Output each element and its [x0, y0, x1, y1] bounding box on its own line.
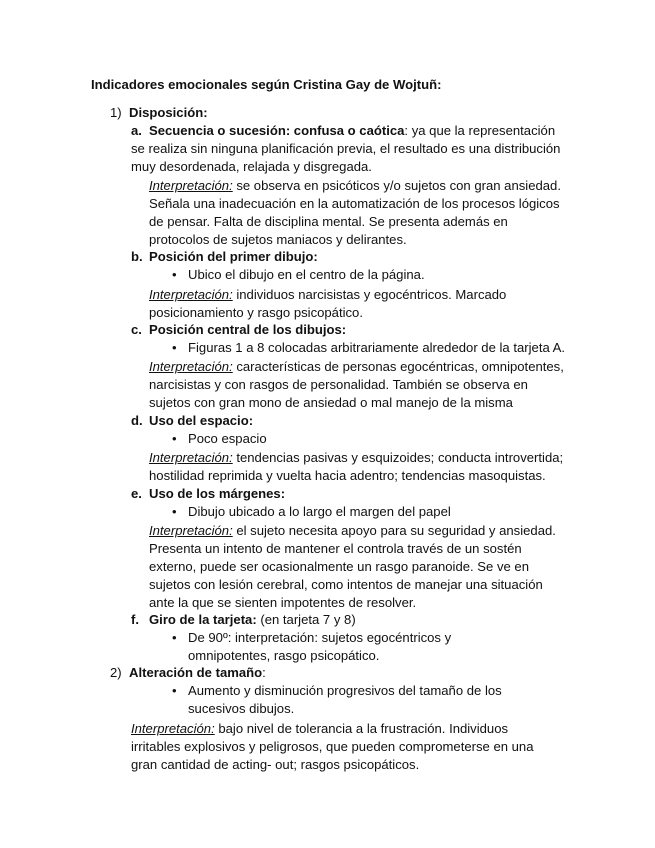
item-note: (en tarjeta 7 y 8) [256, 612, 356, 627]
section-number: 1) [110, 105, 122, 120]
interpretation-label: Interpretación: [149, 359, 233, 374]
interpretation-c [149, 358, 569, 412]
item-heading: Posición del primer dibujo: [149, 249, 318, 264]
interpretation-text: el sujeto necesita apoyo para su seguridad y ansiedad. Presenta un intento de mantener el controla través de un sostén externo, puede ser ocasionalmente un rasgo paranoide. Se ve en sujetos con lesión cerebral, como intentos de manejar una situación ante la que se sienten impotentes de resolver. [149, 523, 556, 610]
bullet-icon: • [172, 683, 177, 698]
interpretation-b [149, 286, 569, 322]
interpretation-text: se observa en psicóticos y/o sujetos con gran ansiedad. Señala una inadecuación en la automatización de los procesos lógicos de pensar. Falta de disciplina mental. Se presenta además en protocolos de sujetos maniacos y delirantes. [149, 178, 561, 247]
interpretation-a [149, 177, 569, 249]
item-a [131, 122, 571, 176]
interpretation-text: individuos narcisistas y egocéntricos. Marcado posicionamiento y rasgo psicopático. [149, 287, 507, 320]
interpretation-e [149, 522, 569, 612]
section-2-heading [110, 664, 570, 682]
interpretation-text: tendencias pasivas y esquizoides; conducta introvertida; hostilidad reprimida y vuelta hacia adentro; tendencias masoquistas. [149, 450, 564, 483]
bullet-icon: • [172, 340, 177, 355]
bullet-icon: • [172, 431, 177, 446]
item-letter: b. [131, 249, 143, 264]
section-label: Disposición: [129, 105, 208, 120]
item-description: : ya que la representación se realiza sin ninguna planificación previa, el resultado es una distribución muy desordenada, relajada y disgregada. [131, 123, 561, 174]
item-c [131, 321, 571, 339]
bullet-item [172, 266, 572, 284]
interpretation-label: Interpretación: [149, 178, 233, 193]
item-f [131, 611, 571, 629]
interpretation-text: características de personas egocéntricas, omnipotentes, narcisistas y con rasgos de personalidad. También se observa en sujetos con gran mono de ansiedad o mal manejo de la misma [149, 359, 564, 410]
bullet-text: Figuras 1 a 8 colocadas arbitrariamente alrededor de la tarjeta A. [188, 340, 566, 355]
item-heading: Secuencia o sucesión: confusa o caótica [149, 123, 405, 138]
item-heading: Uso de los márgenes: [149, 486, 286, 501]
item-letter: f. [131, 612, 139, 627]
bullet-icon: • [172, 504, 177, 519]
document-title: Indicadores emocionales según Cristina Gay de Wojtuñ: [91, 77, 442, 92]
bullet-text: Ubico el dibujo en el centro de la página. [188, 267, 425, 282]
item-heading: Uso del espacio: [149, 413, 254, 428]
bullet-text: Poco espacio [188, 431, 267, 446]
bullet-text: Aumento y disminución progresivos del tamaño de los sucesivos dibujos. [188, 683, 502, 716]
bullet-item [172, 682, 557, 718]
item-e [131, 485, 571, 503]
bullet-item [172, 629, 532, 665]
interpretation-label: Interpretación: [149, 287, 233, 302]
section-number: 2) [110, 665, 122, 680]
item-letter: e. [131, 486, 142, 501]
bullet-icon: • [172, 630, 177, 645]
interpretation-2 [131, 720, 561, 774]
item-heading: Posición central de los dibujos: [149, 322, 347, 337]
interpretation-d [149, 449, 569, 485]
bullet-icon: • [172, 267, 177, 282]
bullet-item [172, 430, 572, 448]
item-b [131, 248, 571, 266]
bullet-text: Dibujo ubicado a lo largo el margen del papel [188, 504, 451, 519]
section-colon: : [262, 665, 266, 680]
interpretation-text: bajo nivel de tolerancia a la frustración. Individuos irritables explosivos y peligrosos, que pueden comprometerse en una gran cantidad de acting- out; rasgos psicopáticos. [131, 721, 534, 772]
bullet-item [172, 503, 572, 521]
interpretation-label: Interpretación: [149, 450, 233, 465]
interpretation-label: Interpretación: [131, 721, 215, 736]
section-1-heading [110, 104, 570, 122]
section-label: Alteración de tamaño [129, 665, 263, 680]
item-letter: d. [131, 413, 143, 428]
item-d [131, 412, 571, 430]
item-letter: a. [131, 123, 142, 138]
item-letter: c. [131, 322, 142, 337]
item-heading: Giro de la tarjeta: [149, 612, 257, 627]
bullet-text: De 90º: interpretación: sujetos egocéntricos y omnipotentes, rasgo psicopático. [188, 630, 452, 663]
interpretation-label: Interpretación: [149, 523, 233, 538]
bullet-item [172, 339, 572, 357]
